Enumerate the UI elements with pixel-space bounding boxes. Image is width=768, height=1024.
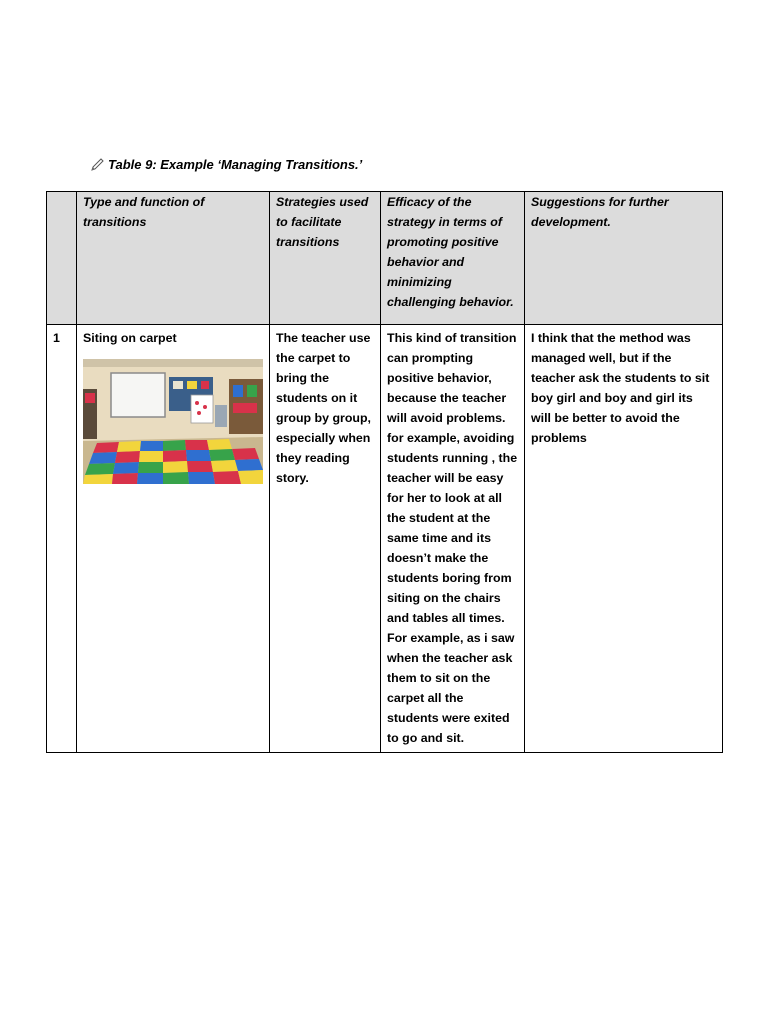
- cell-type-text: Siting on carpet: [83, 331, 177, 345]
- pencil-icon: [90, 158, 106, 172]
- table-caption: [90, 157, 362, 172]
- cell-efficacy: This kind of transition can prompting positive behavior, because the teacher will avoid problems. for example, avoiding students running , the teacher will be easy for her to look at all the student at the same time and its doesn’t make the students boring from siting on the chairs and tables all times. For example, as i saw when the teacher ask them to sit on the carpet all the students were exited to go and sit.: [381, 325, 525, 753]
- cell-suggestions: I think that the method was managed well, but if the teacher ask the students to sit boy girl and boy and girl its will be better to avoid the problems: [525, 325, 723, 753]
- header-efficacy: Efficacy of the strategy in terms of promoting positive behavior and minimizing challenging behavior.: [381, 192, 525, 325]
- transitions-table: [46, 191, 723, 753]
- classroom-photo: [83, 359, 263, 484]
- cell-strategies: The teacher use the carpet to bring the students on it group by group, especially when they reading story.: [270, 325, 381, 753]
- table-header-row: [47, 192, 723, 325]
- header-strategies: Strategies used to facilitate transitions: [270, 192, 381, 325]
- row-number: 1: [47, 325, 77, 753]
- cell-type: [77, 325, 270, 753]
- table-caption-text: Table 9: Example ‘Managing Transitions.’: [108, 157, 363, 172]
- header-type: Type and function of transitions: [77, 192, 270, 325]
- header-number: [47, 192, 77, 325]
- table-row: [47, 325, 723, 753]
- header-suggestions: Suggestions for further development.: [525, 192, 723, 325]
